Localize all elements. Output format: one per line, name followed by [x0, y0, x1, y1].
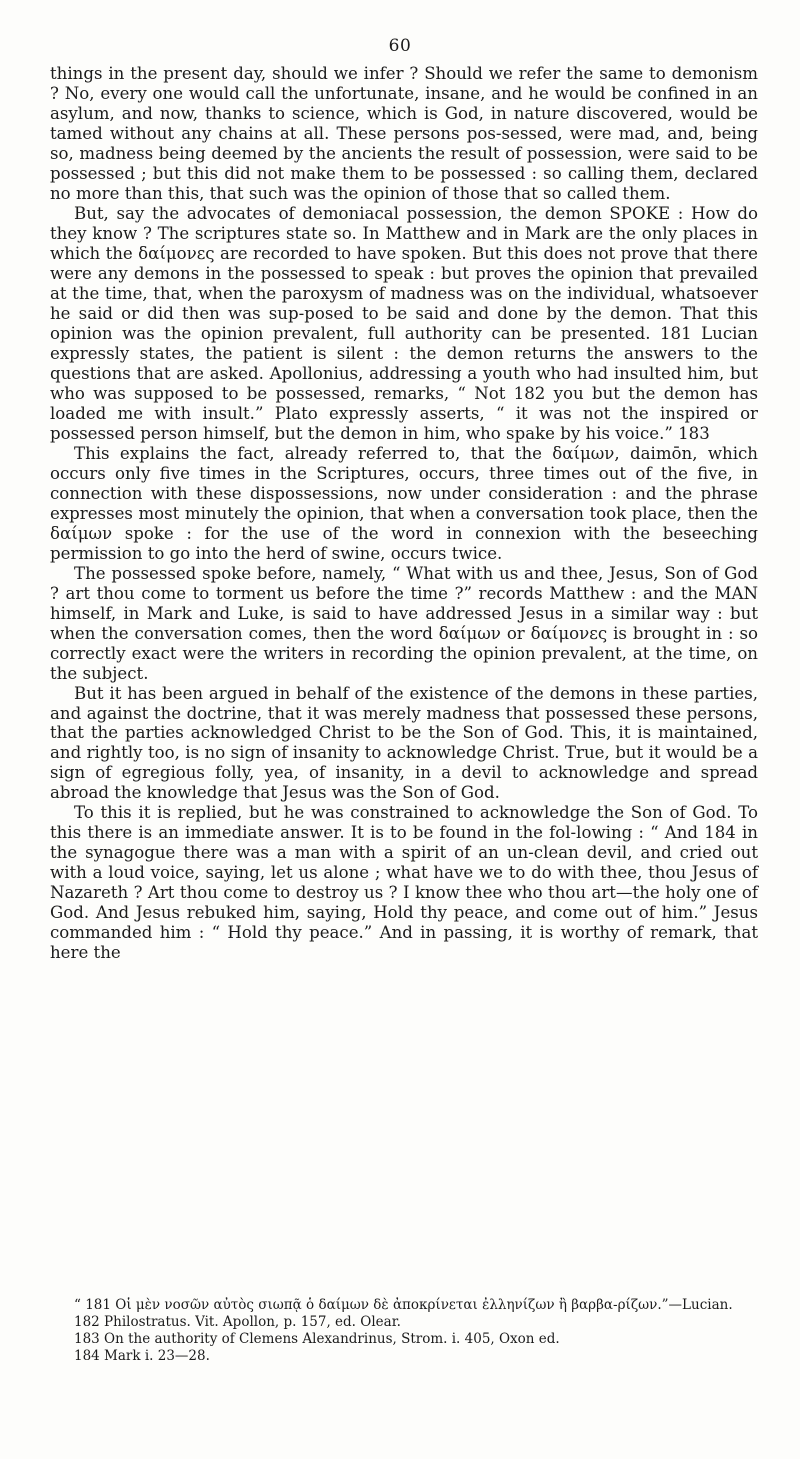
- footnote: 183 On the authority of Clemens Alexandrinus, Strom. i. 405, Oxon ed.: [74, 1331, 560, 1347]
- paragraph: things in the present day, should we infer ? Should we refer the same to demonism ? No, every one would call the unfortunate, insane, and he would be confined in an asylum, and now, thanks to science, which is God, in nature discovered, would be tamed without any chains at all. These persons pos-sessed, were mad, and, being so, madness being deemed by the ancients the result of possession, were said to be possessed ; but this did not make them to be possessed : so calling them, declared no more than this, that such was the opinion of those that so called them.: [50, 64, 758, 203]
- footnote: “ 181 Oἱ μὲν νοσῶν αὐτὸς σιωπᾷ ὁ δαίμων δὲ ἀποκρίνεται ἐλληνίζων ἢ βαρβα-ρίζων.”—Lucian.: [74, 1297, 733, 1313]
- paragraph: This explains the fact, already referred to, that the δαίμων, daimōn, which occurs only five times in the Scriptures, occurs, three times out of the five, in connection with these dispossessions, now under consideration : and the phrase expresses most minutely the opinion, that when a conversation took place, then the δαίμων spoke : for the use of the word in connexion with the beseeching permission to go into the herd of swine, occurs twice.: [50, 443, 758, 563]
- paragraph: The possessed spoke before, namely, “ What with us and thee, Jesus, Son of God ? art thou come to torment us before the time ?” records Matthew : and the MAN himself, in Mark and Luke, is said to have addressed Jesus in a similar way : but when the conversation comes, then the word δαίμων or δαίμονες is brought in : so correctly exact were the writers in recording the opinion prevalent, at the time, on the subject.: [50, 563, 758, 683]
- paragraph: But, say the advocates of demoniacal possession, the demon SPOKE : How do they know ? The scriptures state so. In Matthew and in Mark are the only places in which the δαίμονες are recorded to have spoken. But this does not prove that there were any demons in the possessed to speak : but proves the opinion that prevailed at the time, that, when the paroxysm of madness was on the individual, whatsoever he said or did then was sup-posed to be said and done by the demon. That this opinion was the opinion prevalent, full authority can be presented. 181 Lucian expressly states, the patient is silent : the demon returns the answers to the questions that are asked. Apollonius, addressing a youth who had insulted him, but who was supposed to be possessed, remarks, “ Not 182 you but the demon has loaded me with insult.” Plato expressly asserts, “ it was not the inspired or possessed person himself, but the demon in him, who spake by his voice.” 183: [50, 203, 758, 443]
- footnote: 182 Philostratus. Vit. Apollon, p. 157, ed. Olear.: [74, 1314, 401, 1330]
- paragraph: But it has been argued in behalf of the existence of the demons in these parties, and against the doctrine, that it was merely madness that possessed these persons, that the parties acknowledged Christ to be the Son of God. This, it is maintained, and rightly too, is no sign of insanity to acknowledge Christ. True, but it would be a sign of egregious folly, yea, of insanity, in a devil to acknowledge and spread abroad the knowledge that Jesus was the Son of God.: [50, 683, 758, 803]
- paragraph: To this it is replied, but he was constrained to acknowledge the Son of God. To this there is an immediate answer. It is to be found in the fol-lowing : “ And 184 in the synagogue there was a man with a spirit of an un-clean devil, and cried out with a loud voice, saying, let us alone ; what have we to do with thee, thou Jesus of Nazareth ? Art thou come to destroy us ? I know thee who thou art—the holy one of God. And Jesus rebuked him, saying, Hold thy peace, and come out of him.” Jesus commanded him : “ Hold thy peace.” And in passing, it is worthy of remark, that here the: [50, 803, 758, 963]
- footnote: 184 Mark i. 23—28.: [74, 1348, 210, 1364]
- body-text: [50, 64, 758, 963]
- page-number: 60: [388, 36, 412, 56]
- footnotes: [50, 1297, 758, 1365]
